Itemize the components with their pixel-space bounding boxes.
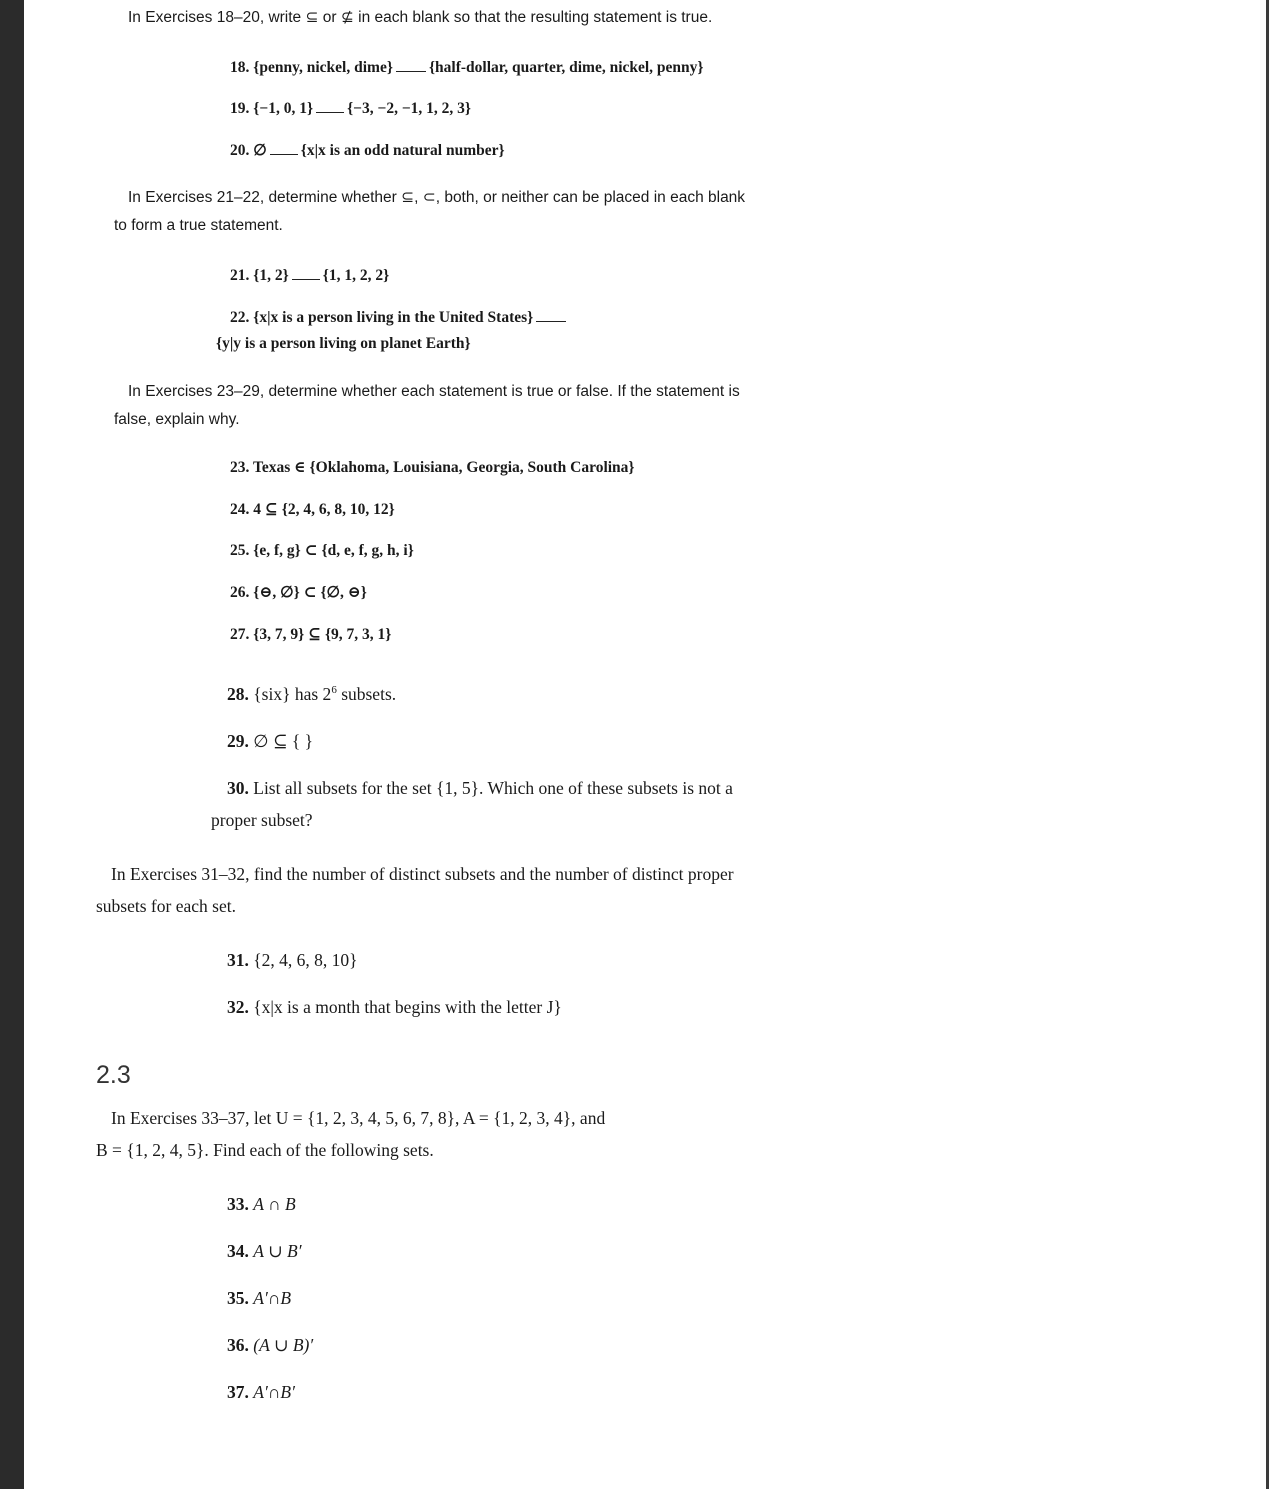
- exercise-19: [230, 99, 471, 117]
- exercise-25: [230, 543, 414, 559]
- answer-blank: [270, 141, 298, 155]
- exercise-21: [230, 266, 389, 284]
- exercise-32: [227, 999, 562, 1017]
- exercise-number: 35.: [227, 1288, 249, 1308]
- exercise-number: 34.: [227, 1241, 249, 1261]
- exercise-text: 4 ⊆ {2, 4, 6, 8, 10, 12}: [253, 501, 395, 518]
- exercise-30: [227, 780, 733, 798]
- intro-33-37-line2: B = {1, 2, 4, 5}. Find each of the following sets.: [96, 1140, 434, 1160]
- exercise-number: 19.: [230, 100, 250, 117]
- intro-31-32-line1: In Exercises 31–32, find the number of distinct subsets and the number of distinct proper: [111, 864, 734, 884]
- exercise-text: {six} has 2: [253, 683, 332, 704]
- exercise-number: 37.: [227, 1382, 249, 1402]
- exercise-number: 20.: [230, 142, 250, 159]
- exercise-number: 36.: [227, 1335, 249, 1355]
- exercise-number: 32.: [227, 997, 249, 1017]
- intro-21-22-line1: In Exercises 21–22, determine whether ⊆, ⊂, both, or neither can be placed in each blank: [128, 189, 746, 206]
- answer-blank: [316, 99, 344, 113]
- exercise-text: {x|x is a month that begins with the letter J}: [253, 997, 562, 1017]
- exercise-number: 33.: [227, 1194, 249, 1214]
- exercise-18: [230, 58, 704, 76]
- exercise-number: 23.: [230, 459, 250, 476]
- exercise-left-set: ∅: [253, 142, 267, 159]
- exercise-text: {⊖, ∅} ⊂ {∅, ⊖}: [253, 584, 367, 601]
- exercise-text: ∅ ⊆ { }: [253, 731, 314, 751]
- exercise-text-end: subsets.: [336, 683, 397, 704]
- exercise-34: [227, 1243, 302, 1261]
- exercise-number: 22.: [230, 309, 250, 326]
- exercise-number: 26.: [230, 584, 250, 601]
- exercise-number: 29.: [227, 731, 249, 751]
- exercise-left-set: {−1, 0, 1}: [253, 100, 314, 117]
- exercise-31: [227, 952, 358, 970]
- intro-21-22-line2: to form a true statement.: [114, 217, 283, 234]
- exercise-30-line2: proper subset?: [211, 810, 313, 830]
- answer-blank: [396, 58, 426, 72]
- answer-blank: [292, 266, 320, 280]
- exercise-left-set: {penny, nickel, dime}: [253, 59, 393, 76]
- exercise-20: [230, 141, 505, 159]
- exercise-number: 25.: [230, 542, 250, 559]
- exponent: 6: [331, 684, 337, 696]
- exercise-29: [227, 733, 313, 751]
- exercise-left-set: {x|x is a person living in the United States}: [253, 309, 534, 326]
- intro-33-37-line1: In Exercises 33–37, let U = {1, 2, 3, 4, 5, 6, 7, 8}, A = {1, 2, 3, 4}, and: [111, 1108, 606, 1128]
- exercise-text: A′∩B: [253, 1288, 292, 1308]
- exercise-text: A ∪ B′: [253, 1241, 302, 1261]
- exercise-text: List all subsets for the set {1, 5}. Which one of these subsets is not a: [253, 778, 733, 798]
- exercise-right-set: {x|x is an odd natural number}: [300, 142, 505, 159]
- intro-23-29-line2: false, explain why.: [114, 411, 240, 428]
- exercise-28: [227, 685, 396, 703]
- exercise-36: [227, 1337, 313, 1355]
- exercise-35: [227, 1290, 291, 1308]
- exercise-24: [230, 502, 395, 518]
- intro-31-32-line2: subsets for each set.: [96, 896, 236, 916]
- exercise-number: 28.: [227, 683, 249, 704]
- exercise-number: 18.: [230, 59, 250, 76]
- exercise-text: A ∩ B: [253, 1194, 296, 1214]
- exercise-33: [227, 1196, 296, 1214]
- exercise-text: A′∩B′: [253, 1382, 295, 1402]
- section-heading: 2.3: [96, 1061, 131, 1089]
- exercise-37: [227, 1384, 295, 1402]
- exercise-text: {3, 7, 9} ⊆ {9, 7, 3, 1}: [253, 626, 392, 643]
- exercise-text: {e, f, g} ⊂ {d, e, f, g, h, i}: [253, 542, 414, 559]
- intro-18-20: In Exercises 18–20, write ⊆ or ⊈ in each blank so that the resulting statement is true.: [128, 9, 713, 26]
- exercise-number: 27.: [230, 626, 250, 643]
- exercise-26: [230, 585, 367, 601]
- exercise-right-set: {−3, −2, −1, 1, 2, 3}: [347, 100, 472, 117]
- exercise-number: 31.: [227, 950, 249, 970]
- exercise-22: [230, 308, 569, 326]
- exercise-text: (A ∪ B)′: [253, 1335, 314, 1355]
- exercise-27: [230, 627, 391, 643]
- exercise-number: 24.: [230, 501, 250, 518]
- left-scroll-edge: [0, 0, 24, 1489]
- exercise-right-set: {half-dollar, quarter, dime, nickel, penny}: [428, 59, 704, 76]
- intro-23-29-line1: In Exercises 23–29, determine whether each statement is true or false. If the statement is: [128, 383, 740, 400]
- exercise-number: 21.: [230, 267, 250, 284]
- exercise-left-set: {1, 2}: [253, 267, 289, 284]
- answer-blank: [536, 308, 566, 322]
- exercise-23: [230, 460, 635, 476]
- exercise-number: 30.: [227, 778, 249, 798]
- exercise-text: Texas ∈ {Oklahoma, Louisiana, Georgia, South Carolina}: [252, 459, 635, 476]
- exercise-22-right-set: {y|y is a person living on planet Earth}: [216, 335, 471, 352]
- exercise-right-set: {1, 1, 2, 2}: [322, 267, 390, 284]
- exercise-text: {2, 4, 6, 8, 10}: [253, 950, 358, 970]
